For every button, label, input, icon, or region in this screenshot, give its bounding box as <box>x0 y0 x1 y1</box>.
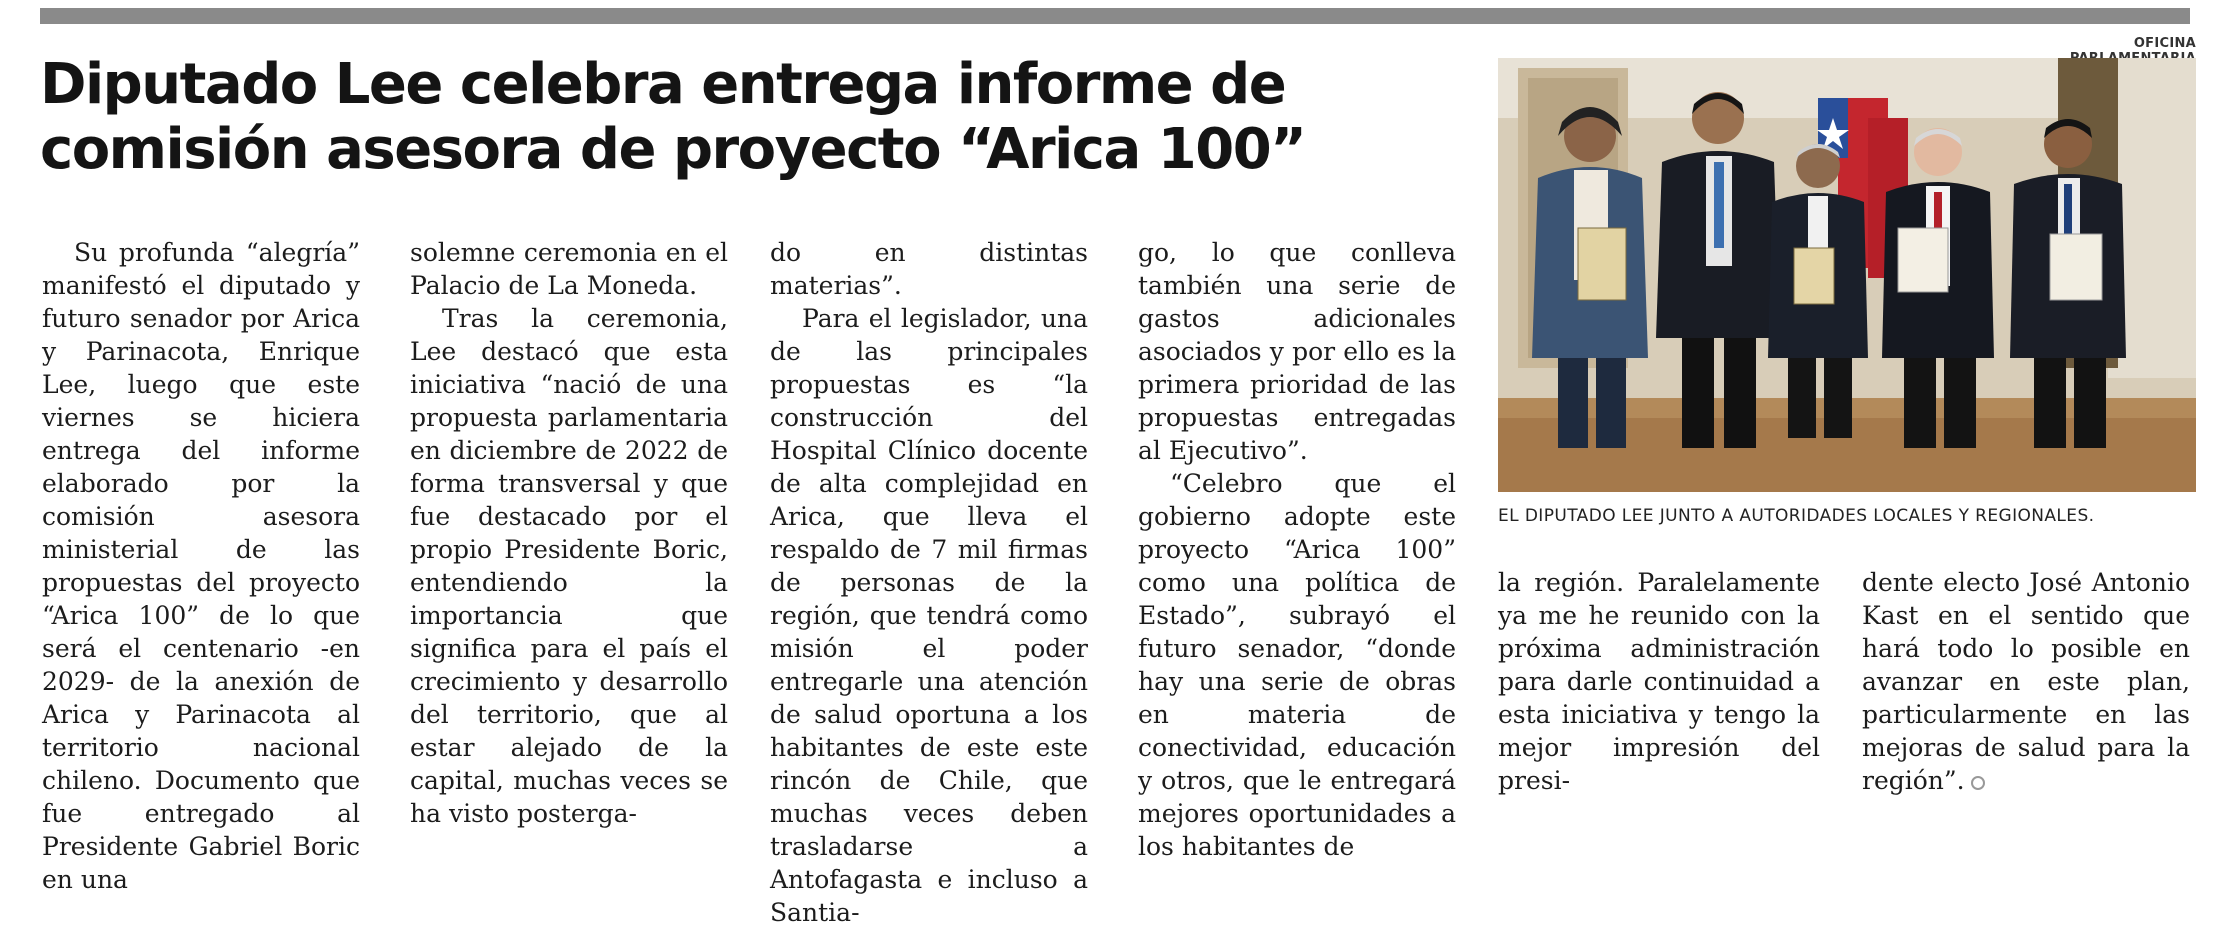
paragraph: Su profunda “alegría” manifestó el diputado y futuro senador por Arica y Parinacota, Enrique Lee, luego que este viernes se hiciera entrega del informe elaborado por la comisión asesora ministerial de las propuestas del proyecto “Arica 100” de lo que será el centenario -en 2029- de la anexión de Arica y Parinacota al territorio nacional chileno. Documento que fue entregado al Presidente Gabriel Boric en una <box>42 238 360 894</box>
paragraph: go, lo que conlleva también una serie de gastos adicionales asociados y por ello es la primera prioridad de las propuestas entregadas al Ejecutivo”. <box>1138 238 1456 465</box>
body-column-4 <box>1138 236 1456 863</box>
body-column-2 <box>410 236 728 830</box>
paragraph: solemne ceremonia en el Palacio de La Moneda. <box>410 238 728 300</box>
body-column-5 <box>1498 566 1820 797</box>
paragraph: do en distintas materias”. <box>770 238 1088 300</box>
section-bar <box>40 8 2190 24</box>
paragraph: “Celebro que el gobierno adopte este proyecto “Arica 100” como una política de Estado”, subrayó el futuro senador, “donde hay una serie de obras en materia de conectividad, educación y otros, que le entregará mejores oportunidades a los habitantes de <box>1138 469 1456 861</box>
paragraph: Para el legislador, una de las principales propuestas es “la construcción del Hospital Clínico docente de alta complejidad en Arica, que lleva el respaldo de 7 mil firmas de personas de la región, que tendrá como misión el poder entregarle una atención de salud oportuna a los habitantes de este este rincón de Chile, que muchas veces deben trasladarse a Antofagasta e incluso a Santia- <box>770 304 1088 927</box>
headline: Diputado Lee celebra entrega informe de comisión asesora de proyecto “Arica 100” <box>40 52 1306 182</box>
paragraph-text: dente electo José Antonio Kast en el sentido que hará todo lo posible en avanzar en este plan, particularmente en las mejoras de salud para la región”. <box>1862 568 2190 795</box>
end-of-article-icon <box>1971 776 1985 790</box>
paragraph: la región. Paralelamente ya me he reunido con la próxima administración para darle continuidad a esta iniciativa y tengo la mejor impresión del presi- <box>1498 568 1820 795</box>
paragraph: Tras la ceremonia, Lee destacó que esta iniciativa “nació de una propuesta parlamentaria en diciembre de 2022 de forma transversal y que fue destacado por el propio Presidente Boric, entendiendo la importancia que significa para el país el crecimiento y desarrollo del territorio, que al estar alejado de la capital, muchas veces se ha visto posterga- <box>410 304 728 828</box>
photo-caption: EL DIPUTADO LEE JUNTO A AUTORIDADES LOCALES Y REGIONALES. <box>1498 506 2095 526</box>
body-column-6 <box>1862 566 2190 797</box>
body-column-3 <box>770 236 1088 929</box>
photo-credit: OFICINA <box>2133 36 2196 51</box>
body-column-1 <box>42 236 360 896</box>
article-photo <box>1498 58 2196 492</box>
paragraph <box>1862 566 2190 797</box>
